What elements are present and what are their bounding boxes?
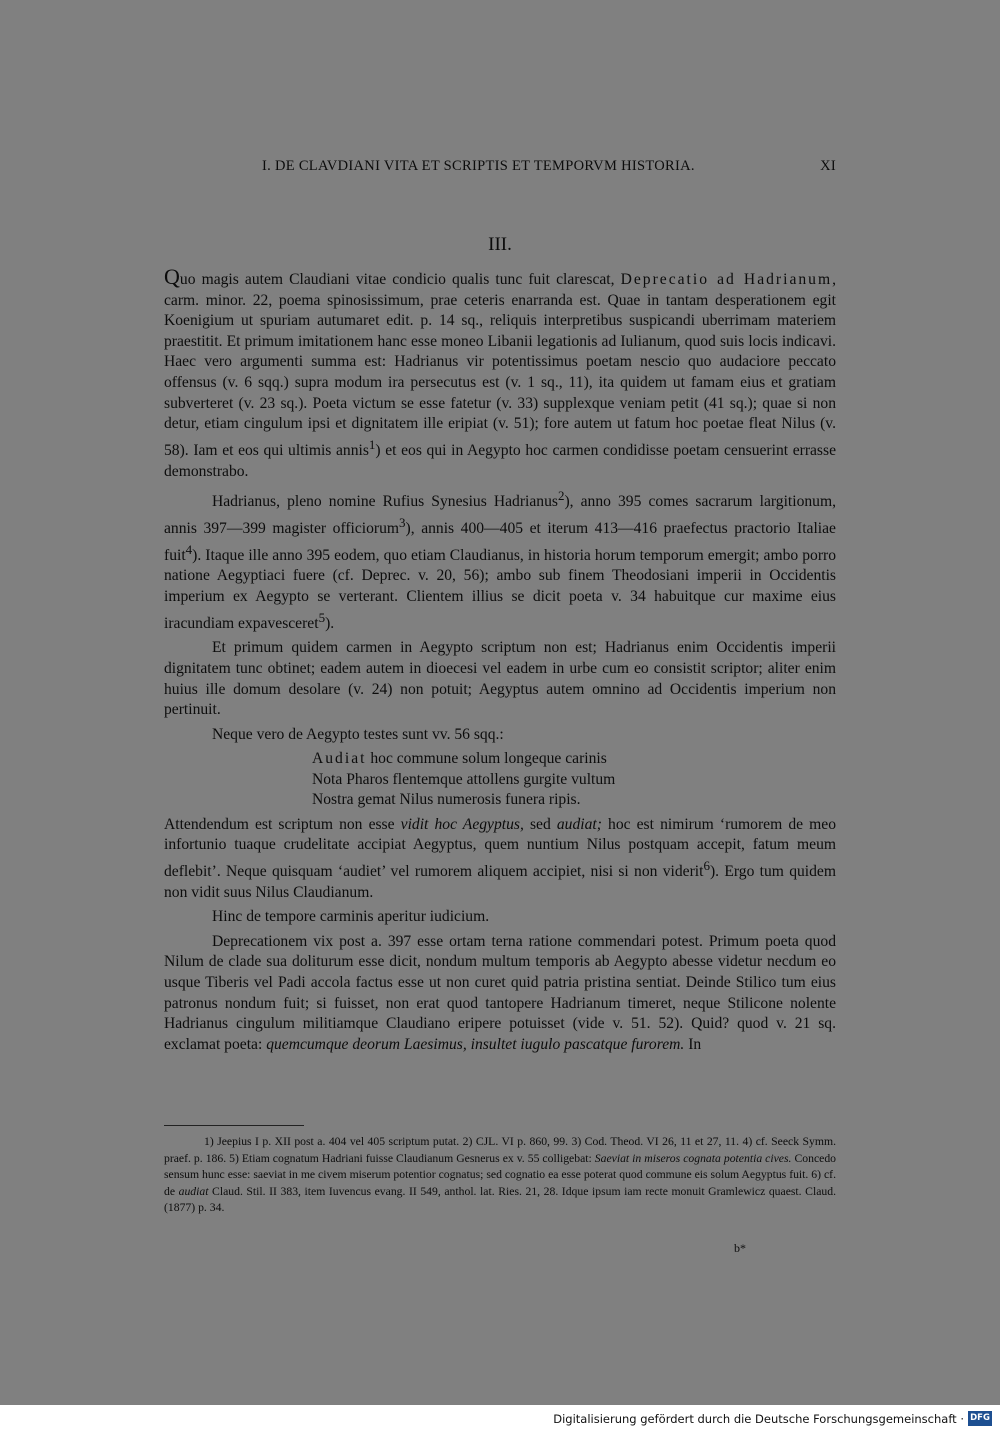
paragraph-5: Attendendum est scriptum non esse vidit hoc Aegyptus, sed audiat; hoc est nimirum ‘rumorem de meo infortunio tuaque crudelitate accipiat Aegyptus, quem nuntium Nilus postquam accepit, fatum meum deflebit’. Neque quisquam ‘audiet’ vel rumorem aliquem accipiet, nisi si non viderit$^6$). Ergo tum quidem non vidit suus Nilus Claudianum. — [164, 815, 836, 901]
verse-line-2: Nota Pharos flentemque attollens gurgite vultum — [312, 770, 616, 788]
paragraph-1: Quo magis autem Claudiani vitae condicio qualis tunc fuit clarescat, Deprecatio ad Hadrianum, carm. minor. 22, poema spinosissimum, prae ceteris enarranda est. Quae in tantam desperationem egit Koenigium ut spuriam autumaret edit. p. 14 sq., reliquis interpretibus suspicandi uberrimam materiem praestitit. Et primum imitationem hanc esse moneo Libanii legationis ad Iulianum, quod suis locis indicavi. Haec vero argumenti summa est: Hadrianus vir potentissimus poetam nescio quo audaciore peccato offensus (v. 6 sqq.) supra modum ira persecutus est (v. 1 sq., 11), ita quidem ut famam eius et gratiam subverteret (v. 23 sq.). Poeta victum se esse fatetur (v. 33) supplexque veniam petit (41 sq.); quae si non detur, etiam cingulum ipsi et dignitatem ille eripiat (v. 51); fore autem ut fatum hoc poetae fleat Nilus (v. 58). Iam et eos qui ultimis annis$^1$) et eos qui in Aegypto hoc carmen condidisse poetam censuerint errasse demonstrabo. — [164, 264, 836, 480]
footnote-ref: 4 — [185, 541, 193, 557]
section-title: III. — [488, 234, 512, 255]
drop-cap: Q — [164, 264, 180, 289]
footnote-ref: 3 — [399, 514, 406, 530]
footnote-ref: 1 — [368, 436, 376, 452]
paragraph-2: Hadrianus, pleno nomine Rufius Synesius Hadrianus$^2$), anno 395 comes sacrarum largitionum, annis 397—399 magister officiorum$^3$), annis 400—405 et iterum 413—416 praefectus practorio Italiae fuit$^4$). Itaque ille anno 395 eodem, quo etiam Claudianus, in historia horum temporum emergit; ambo porro natione Aegyptiaci fuere (cf. Deprec. v. 20, 56); ambo sub finem Theodosiani imperii in Occidentis imperium ex Aegypto se verterant. Clientem illius se dicit poeta v. 34 habuitque cur maxime eius iracundiam expavesceret$^5$). — [164, 488, 836, 632]
paragraph-6: Hinc de tempore carminis aperitur iudicium. — [212, 908, 490, 926]
page-number: XI — [820, 158, 836, 174]
paragraph-3: Et primum quidem carmen in Aegypto scriptum non est; Hadrianus enim Occidentis imperii dignitatem tunc obtinet; eadem autem in dioecesi vel eadem in urbe cum eo consistit scriptor; aliter enim huius ille domum desolare (v. 24) non potuit; Aegyptus autem omnino ad Occidentis imperium non pertinuit. — [164, 639, 836, 719]
verse-line-3: Nostra gemat Nilus numerosis funera ripis. — [312, 791, 581, 809]
paragraph-4: Neque vero de Aegypto testes sunt vv. 56 sqq.: — [212, 725, 504, 743]
paragraph-7: Deprecationem vix post a. 397 esse ortam terna ratione commendari potest. Primum poeta quod Nilum de clade sua doliturum esse dicit, nondum multum temporis ab Aegypto abesse videtur necdum eo usque Tiberis vel Padi accola factus esse ut non curet quid patria pristina sentiat. Deinde Stilico tum eius patronus nondum fuit; si fuisset, non erat quod tantopere Hadrianum timeret, neque Stilicone nolente Hadrianus cingulum militiamque Claudiano eripere potuisset (vide v. 51. 52). Quid? quod v. 21 sq. exclamat poeta: quemcumque deorum Laesimus, insultet iugulo pascatque furorem. In — [164, 932, 836, 1053]
spaced-title: Deprecatio ad Hadrianum — [620, 271, 833, 288]
footnote-ref: 6 — [703, 857, 710, 873]
footnote-ref: 2 — [557, 488, 565, 504]
footer-bar — [0, 1405, 1000, 1434]
footnote-rule — [164, 1125, 304, 1126]
body-text — [164, 264, 836, 1059]
running-head-title: I. DE CLAVDIANI VITA ET SCRIPTIS ET TEMPORVM HISTORIA. — [262, 158, 695, 174]
signature-mark: b* — [734, 1241, 746, 1255]
footnotes: 1) Jeepius I p. XII post a. 404 vel 405 scriptum putat. 2) CJL. VI p. 860, 99. 3) Cod. Theod. VI 26, 11 et 27, 11. 4) cf. Seeck Symm. praef. p. 186. 5) Etiam cognatum Hadriani fuisse Claudianum Gesnerus ex v. 55 colligebat: Saeviat in miseros cognata potentia cives. Concedo sensum hunc esse: saeviat in me civem miserum potentior cognatus; sed cognatio ea esse poterat quod commune eis solum Aegyptus fuit. 6) cf. de audiat Claud. Stil. II 383, item Iuvencus evang. II 549, anthol. lat. Ries. 21, 28. Idque ipsum iam recte monuit Gramlewicz quaest. Claud. (1877) p. 34. — [164, 1135, 837, 1215]
footer-credit: Digitalisierung gefördert durch die Deutsche Forschungsgemeinschaft · — [553, 1412, 964, 1426]
verse-line-1: Audiat hoc commune solum longeque carinis — [312, 750, 607, 768]
dfg-logo-icon[interactable]: DFG — [968, 1411, 992, 1426]
verse-quote — [312, 749, 836, 810]
footnote-ref: 5 — [318, 609, 326, 625]
